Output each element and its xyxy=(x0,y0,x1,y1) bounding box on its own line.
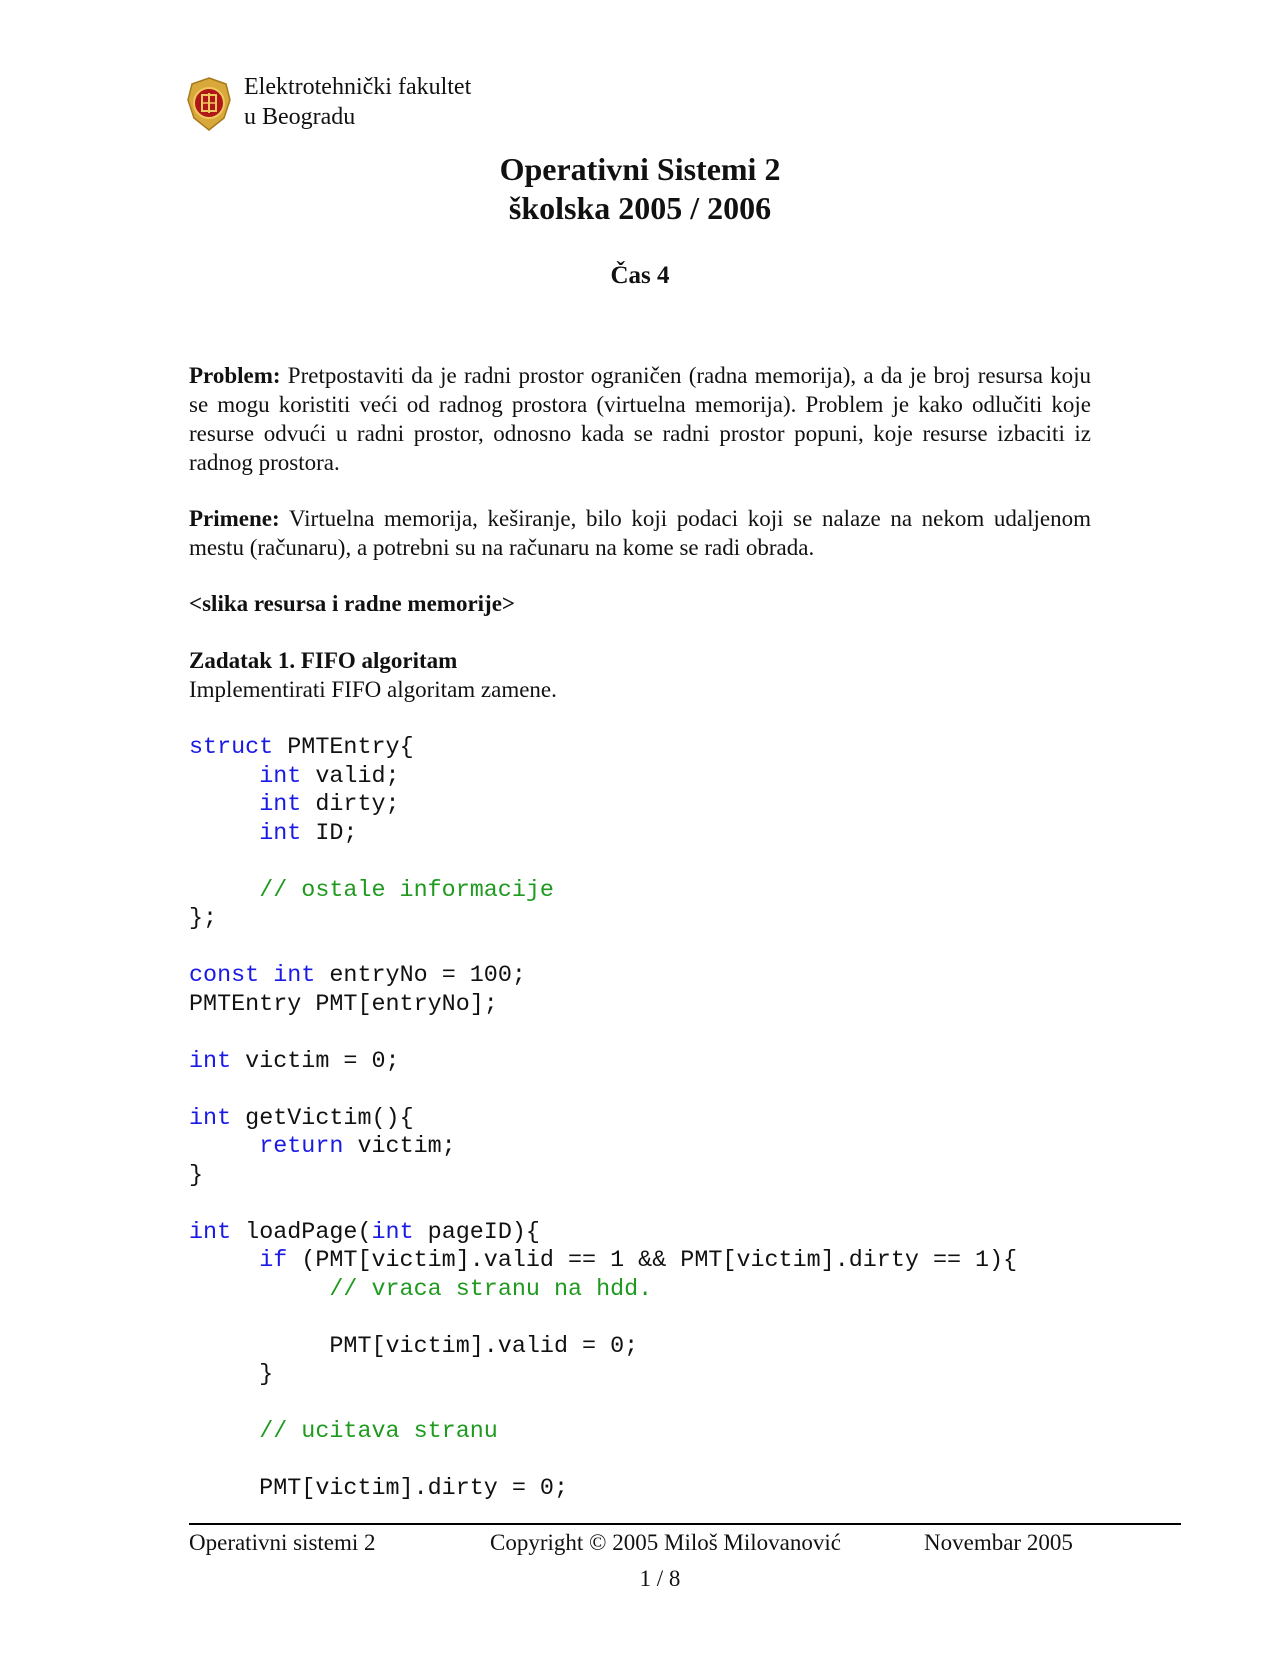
faculty-line-2: u Beogradu xyxy=(244,104,356,130)
code-line xyxy=(189,1361,1017,1390)
code-text: PMT[victim].valid = 0; xyxy=(189,1333,639,1360)
code-line xyxy=(189,763,1017,792)
code-line xyxy=(189,1475,1017,1504)
code-text: getVictim(){ xyxy=(231,1105,414,1132)
code-keyword: int xyxy=(259,763,302,790)
code-text: } xyxy=(189,1362,274,1388)
code-text xyxy=(189,792,259,818)
code-line xyxy=(189,1447,1017,1476)
code-line xyxy=(189,962,1017,991)
code-text: entryNo = 100; xyxy=(315,963,526,989)
code-keyword: struct xyxy=(189,735,274,761)
code-line xyxy=(189,1333,1017,1362)
footer-date: Novembar 2005 xyxy=(924,1530,1073,1555)
code-comment: // ucitava stranu xyxy=(259,1419,498,1445)
code-text xyxy=(189,764,259,790)
footer-course: Operativni sistemi 2 xyxy=(189,1530,376,1555)
code-text: pageID){ xyxy=(413,1219,540,1246)
code-text: valid; xyxy=(301,763,400,790)
code-text: dirty; xyxy=(301,792,400,818)
faculty-name xyxy=(244,72,471,132)
primene-paragraph xyxy=(189,504,1091,562)
code-text xyxy=(189,1419,259,1445)
code-text xyxy=(189,1134,259,1160)
task-title: Zadatak 1. FIFO algoritam xyxy=(189,648,458,673)
code-keyword: return xyxy=(259,1134,344,1160)
title-year: školska 2005 / 2006 xyxy=(508,190,772,226)
image-placeholder: <slika resursa i radne memorije> xyxy=(189,591,516,616)
code-line xyxy=(189,791,1017,820)
code-line xyxy=(189,1076,1017,1105)
code-line xyxy=(189,1276,1017,1305)
footer-copyright: Copyright © 2005 Miloš Milovanović xyxy=(490,1530,841,1555)
code-text: PMTEntry{ xyxy=(273,735,414,761)
code-line xyxy=(189,1133,1017,1162)
code-comment: // vraca stranu na hdd. xyxy=(329,1276,653,1303)
document-title xyxy=(0,150,1280,228)
code-keyword: int xyxy=(189,1105,232,1132)
problem-text: Pretpostaviti da je radni prostor ograničen (radna memorija), a da je broj resursa koju se mogu koristiti veći od radnog prostora (virtuelna memorija). Problem je kako odlučiti koje resurse odvući u radni prostor, odnosno kada se radni prostor popuni, koje resurse izbaciti iz radnog prostora. xyxy=(189,363,1092,475)
footer-divider xyxy=(189,1523,1181,1525)
code-text xyxy=(189,1277,329,1303)
code-line xyxy=(189,1247,1017,1276)
code-line xyxy=(189,1304,1017,1333)
code-line xyxy=(189,1219,1017,1248)
faculty-line-1: Elektrotehnički fakultet xyxy=(244,74,472,100)
code-text: PMT[victim].dirty = 0; xyxy=(189,1476,568,1502)
problem-label: Problem: xyxy=(189,363,281,388)
code-keyword: const xyxy=(189,963,260,989)
code-text: victim; xyxy=(343,1134,456,1160)
code-text: loadPage( xyxy=(231,1219,372,1246)
code-text: PMTEntry PMT[entryNo]; xyxy=(189,991,498,1018)
code-keyword: int xyxy=(371,1219,414,1246)
task-description: Implementirati FIFO algoritam zamene. xyxy=(189,677,557,702)
code-keyword: int xyxy=(189,1048,232,1075)
code-line xyxy=(189,991,1017,1020)
code-listing xyxy=(189,734,1017,1504)
code-line xyxy=(189,1162,1017,1191)
code-line xyxy=(189,905,1017,934)
code-line xyxy=(189,1390,1017,1419)
code-line xyxy=(189,820,1017,849)
code-line xyxy=(189,1190,1017,1219)
code-text: (PMT[victim].valid == 1 && PMT[victim].dirty == 1){ xyxy=(287,1248,1018,1274)
code-line xyxy=(189,1105,1017,1134)
primene-text: Virtuelna memorija, keširanje, bilo koji podaci koji se nalaze na nekom udaljenom mestu (računaru), a potrebni su na računaru na kome se radi obrada. xyxy=(189,506,1091,560)
code-keyword: int xyxy=(259,820,302,847)
code-keyword: int xyxy=(189,1219,232,1246)
code-keyword: if xyxy=(259,1248,288,1274)
problem-paragraph xyxy=(189,361,1091,477)
code-line xyxy=(189,934,1017,963)
code-text: } xyxy=(189,1162,204,1189)
code-text xyxy=(259,963,273,989)
title-course: Operativni Sistemi 2 xyxy=(499,151,781,187)
code-line xyxy=(189,1418,1017,1447)
code-text: ID; xyxy=(301,820,358,847)
code-text xyxy=(189,1248,259,1274)
code-keyword: int xyxy=(273,963,316,989)
code-text xyxy=(189,878,259,904)
code-line xyxy=(189,1019,1017,1048)
code-line xyxy=(189,734,1017,763)
code-line xyxy=(189,877,1017,906)
lesson-heading: Čas 4 xyxy=(610,262,670,289)
page-number: 1 / 8 xyxy=(639,1566,681,1591)
code-text: victim = 0; xyxy=(231,1048,400,1075)
code-keyword: int xyxy=(259,792,302,818)
code-comment: // ostale informacije xyxy=(259,877,554,904)
code-text: }; xyxy=(189,906,218,932)
code-line xyxy=(189,1048,1017,1077)
code-text xyxy=(189,821,259,847)
university-seal-icon xyxy=(186,76,232,132)
primene-label: Primene: xyxy=(189,506,280,531)
code-line xyxy=(189,848,1017,877)
